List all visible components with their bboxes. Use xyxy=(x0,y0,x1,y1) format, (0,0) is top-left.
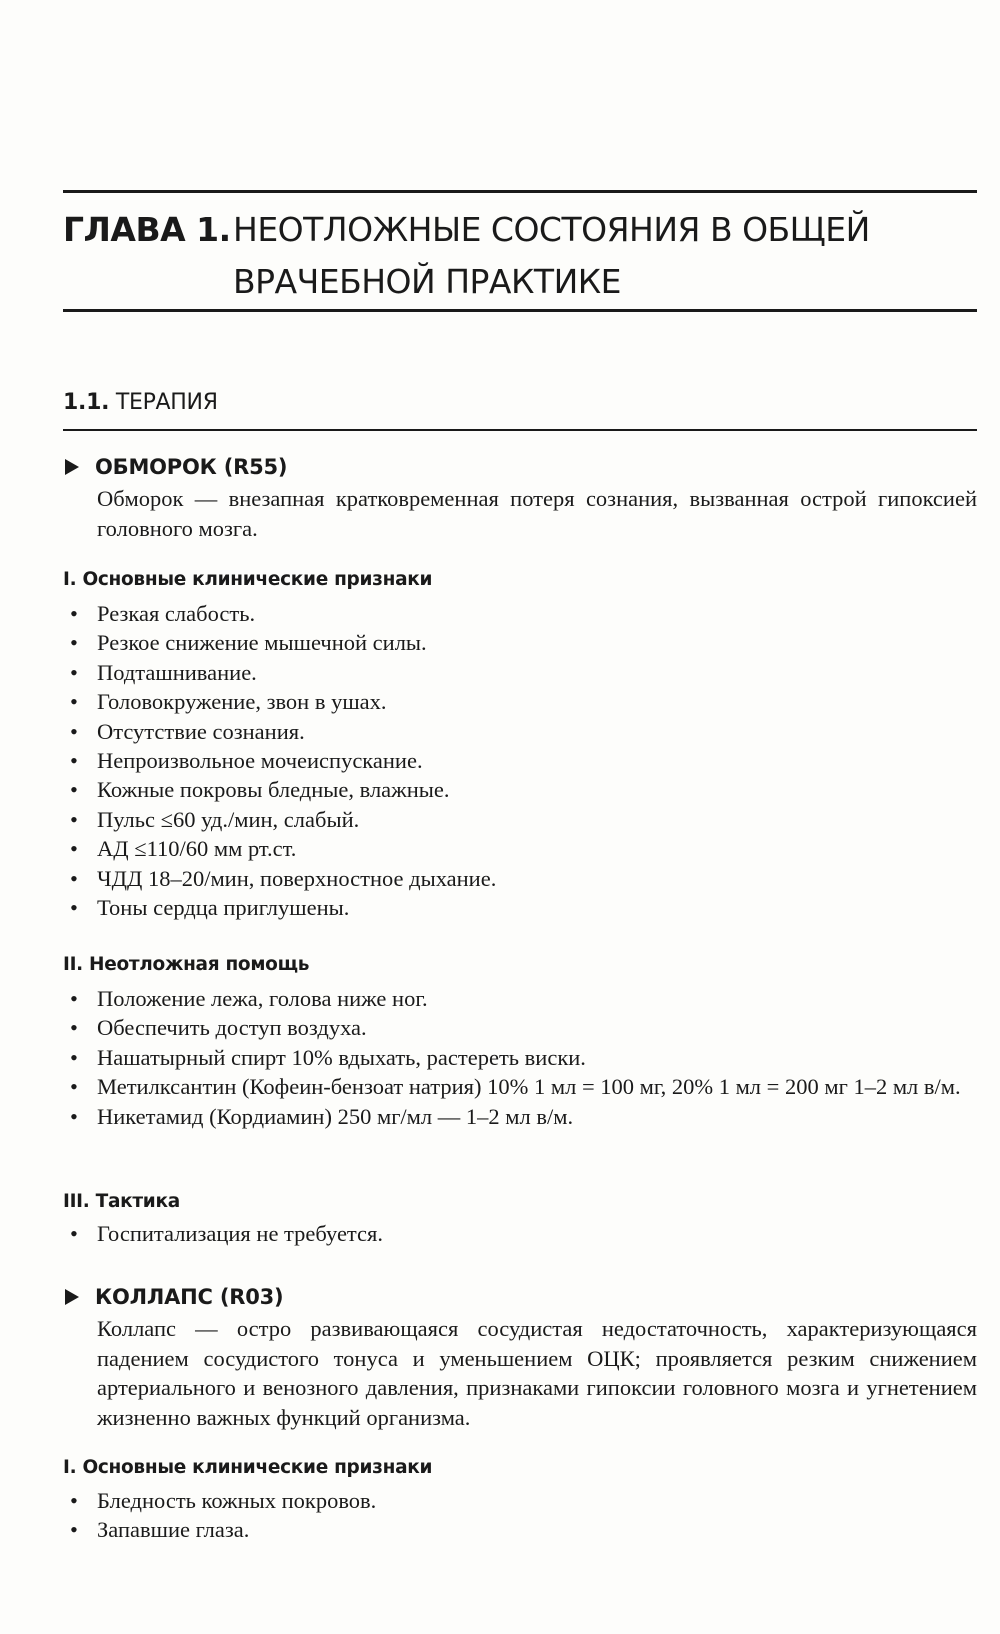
list-item: • Положение лежа, голова ниже ног. xyxy=(63,984,977,1013)
list-item: • Пульс ≤60 уд./мин, слабый. xyxy=(63,805,977,834)
list-item: • Нашатырный спирт 10% вдыхать, растереть виски. xyxy=(63,1043,977,1072)
list-item: • Бледность кожных покровов. xyxy=(63,1486,977,1515)
topic-heading-collapse xyxy=(63,1285,283,1309)
chapter-number: ГЛАВА 1. xyxy=(63,210,231,249)
list-item: • Резкая слабость. xyxy=(63,599,977,628)
subsection-heading: II. Неотложная помощь xyxy=(63,954,310,975)
chapter-title-line-2: ВРАЧЕБНОЙ ПРАКТИКЕ xyxy=(233,262,622,301)
list-item: • Резкое снижение мышечной силы. xyxy=(63,628,977,657)
topic-title: ОБМОРОК (R55) xyxy=(95,455,288,479)
list-item: • Обеспечить доступ воздуха. xyxy=(63,1013,977,1042)
list-item: • Метилксантин (Кофеин-бензоат натрия) 10% 1 мл = 100 мг, 20% 1 мл = 200 мг 1–2 мл в/м. xyxy=(63,1072,977,1101)
topic-definition: Обморок — внезапная кратковременная потеря сознания, вызванная острой гипоксией головного мозга. xyxy=(97,486,977,541)
topic-heading-syncope xyxy=(63,455,287,479)
list-item: • Головокружение, звон в ушах. xyxy=(63,687,977,716)
subsection-heading: I. Основные клинические признаки xyxy=(63,569,433,590)
topic-title: КОЛЛАПС (R03) xyxy=(95,1285,284,1309)
list-item: • ЧДД 18–20/мин, поверхностное дыхание. xyxy=(63,864,977,893)
tactics-list xyxy=(63,1219,977,1248)
subsection-heading: I. Основные клинические признаки xyxy=(63,1457,433,1478)
triangle-bullet-icon xyxy=(65,459,79,475)
chapter-bottom-rule xyxy=(63,309,977,312)
chapter-top-rule xyxy=(63,190,977,193)
list-item: • Непроизвольное мочеиспускание. xyxy=(63,746,977,775)
list-item: • Подташнивание. xyxy=(63,658,977,687)
chapter-title xyxy=(233,204,933,308)
list-item: • Никетамид (Кордиамин) 250 мг/мл — 1–2 мл в/м. xyxy=(63,1102,977,1131)
subsection-heading: III. Тактика xyxy=(63,1191,180,1212)
list-item: • Запавшие глаза. xyxy=(63,1515,977,1544)
section-heading xyxy=(63,390,218,415)
emergency-care-list xyxy=(63,984,977,1131)
list-item: • АД ≤110/60 мм рт.ст. xyxy=(63,834,977,863)
triangle-bullet-icon xyxy=(65,1289,79,1305)
symptom-list xyxy=(63,599,977,922)
symptom-list xyxy=(63,1486,977,1545)
list-item: • Госпитализация не требуется. xyxy=(63,1219,977,1248)
topic-definition: Коллапс — остро развивающаяся сосудистая недостаточность, характеризующаяся падением сосудистого тонуса и уменьшением ОЦК; проявляется резким снижением артериального и венозного давления, признаками гипоксии головного мозга и угнетением жизненно важных функций организма. xyxy=(97,1316,977,1430)
section-title: ТЕРАПИЯ xyxy=(115,390,218,415)
list-item: • Кожные покровы бледные, влажные. xyxy=(63,775,977,804)
section-number: 1.1. xyxy=(63,390,110,415)
section-rule xyxy=(63,429,977,431)
list-item: • Отсутствие сознания. xyxy=(63,717,977,746)
list-item: • Тоны сердца приглушены. xyxy=(63,893,977,922)
chapter-title-line-1: НЕОТЛОЖНЫЕ СОСТОЯНИЯ В ОБЩЕЙ xyxy=(233,210,870,249)
